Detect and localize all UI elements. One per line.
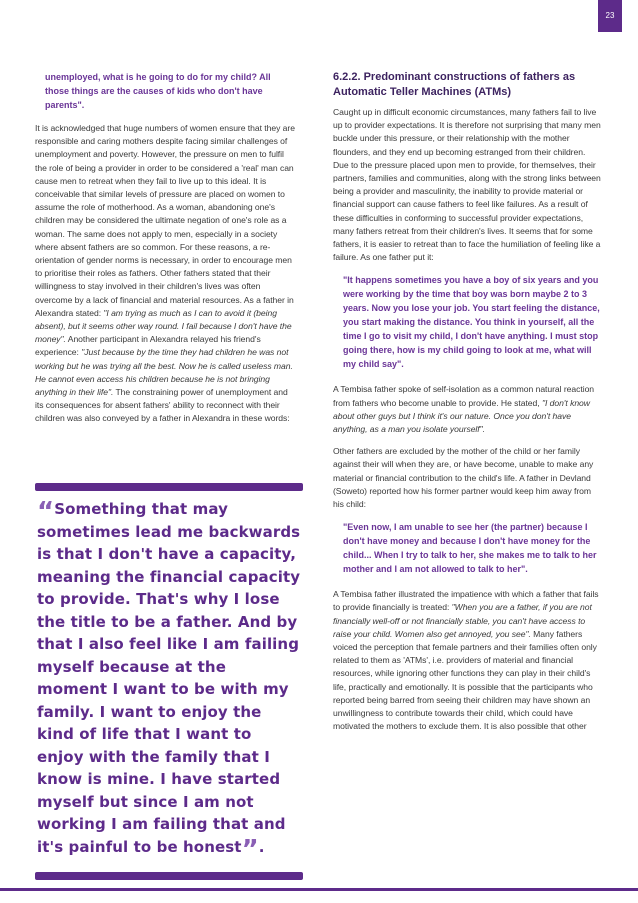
- pull-quote: [37, 497, 301, 865]
- right-paragraph-1: Caught up in difficult economic circumstances, many fathers fail to live up to provider expectations. It is therefore not surprising that many men buckle under this pressure, or their relationship with the mother flounders, and they end up becoming estranged from their children. Due to the pressure placed upon men to provide, for themselves, their partners, families and communities, along with the strong links between being a provider and masculinity, the inability to provide material or financial support can cause fathers to feel like failures. As a result of these difficulties in conforming to successful provider expectations, many fathers retreat from their children's lives. It seems that for some fathers, it is easier to retreat than to face the humiliation of feeling like a failure. As one father put it:: [333, 107, 601, 263]
- right-column: [333, 70, 603, 743]
- quote-continued: unemployed, what is he going to do for my child? All those things are the causes of kids who don't have parents".: [45, 72, 271, 110]
- open-quote-icon: “: [37, 497, 55, 527]
- page-number: 23: [598, 0, 622, 32]
- right-paragraph-2: A Tembisa father spoke of self-isolation as a common natural reaction from fathers who become unable to provide. He stated, "I don't know about other guys but I think it's our nature. Once you don't have anything, as a man you isolate yourself".: [333, 384, 595, 435]
- pull-quote-text: “Something that may sometimes lead me backwards is that I don't have a capacity, meaning the financial capacity to provide. That's why I lose the title to be a father. And by that I also feel like I am failing myself because at the moment I want to be with my family. I want to enjoy the kind of life that I want to enjoy with the family that I know is mine. I have started myself but since I am not working I am failing that and it's painful to be honest”.: [37, 497, 301, 865]
- close-quote-icon: ”: [241, 834, 259, 865]
- pull-quote-top-border: [35, 483, 303, 491]
- section-heading: 6.2.2. Predominant constructions of fathers as Automatic Teller Machines (ATMs): [333, 71, 576, 98]
- left-column: [35, 70, 297, 435]
- right-paragraph-4: A Tembisa father illustrated the impatience with which a father that fails to provide financially is treated: "When you are a father, if you are not financially well-off or not financially stable, you can't have access to raise your child. Women also get annoyed, you see". Many fathers voiced the perception that female partners and their families often only related to them as 'ATMs', i.e. providers of material and financial resources, while ignoring other functions they can play in their child's life, practically and emotionally. It is possible that the participants who reported being barred from seeing their children may have shown an unwillingness to contribute towards their child, which could have motivated the mothers to exclude them. It is also possible that other: [333, 589, 599, 732]
- father-quote-2: "Even now, I am unable to see her (the partner) because I don't have money and because I don't have money for the child... When I try to talk to her, she makes me to talk to her mother and I am not allowed to talk to her".: [343, 522, 597, 575]
- left-paragraph: It is acknowledged that huge numbers of women ensure that they are responsible and caring mothers despite facing similar challenges of unemployment and poverty. However, the pressure on men to fulfil the role of being a provider in order to be considered a 'real' man can cause men to retreat when they fail to live up to this ideal. It is conceivable that similar levels of pressure are placed on women to assume the role of motherhood. As a woman, abandoning one's children may be considered the ultimate negation of one's role as a woman. The same does not apply to men, especially in a society where absent fathers are so common. For these reasons, a re-orientation of gender norms is necessary, in order to encourage men to prioritise their roles as fathers. Other fathers stated that their willingness to stay involved in their children's lives was often overcome by a lack of financial and material resources. As a father in Alexandra stated: "I am trying as much as I can to avoid it (being absent), but it seems other way round. I fail because I don't have the money". Another participant in Alexandra relayed his friend's experience: "Just because by the time they had children he was not working but he was trying all the best. Now he is called useless man. He cannot even access his children because he is not bringing anything in their life". The constraining power of unemployment and its consequences for absent fathers' ability to reconnect with their children was also conveyed by a father in Alexandra in these words:: [35, 123, 295, 424]
- father-quote-1: "It happens sometimes you have a boy of six years and you were working by the time that boy was born maybe 2 to 3 years. Now you lose your job. You start feeling the distance, you start making the distance. You think in yourself, all the time I go to visit my child, I don't have anything. I must stop going there, how is my child going to look at me, what will my child say".: [343, 275, 600, 370]
- footer-rule: [0, 888, 638, 891]
- pull-quote-bottom-border: [35, 872, 303, 880]
- right-paragraph-3: Other fathers are excluded by the mother of the child or her family against their will when they are, or have become, unable to make any material or financial contribution to the child's life. A father in Devland (Soweto) reported how his former partner would keep him away from his child:: [333, 446, 594, 510]
